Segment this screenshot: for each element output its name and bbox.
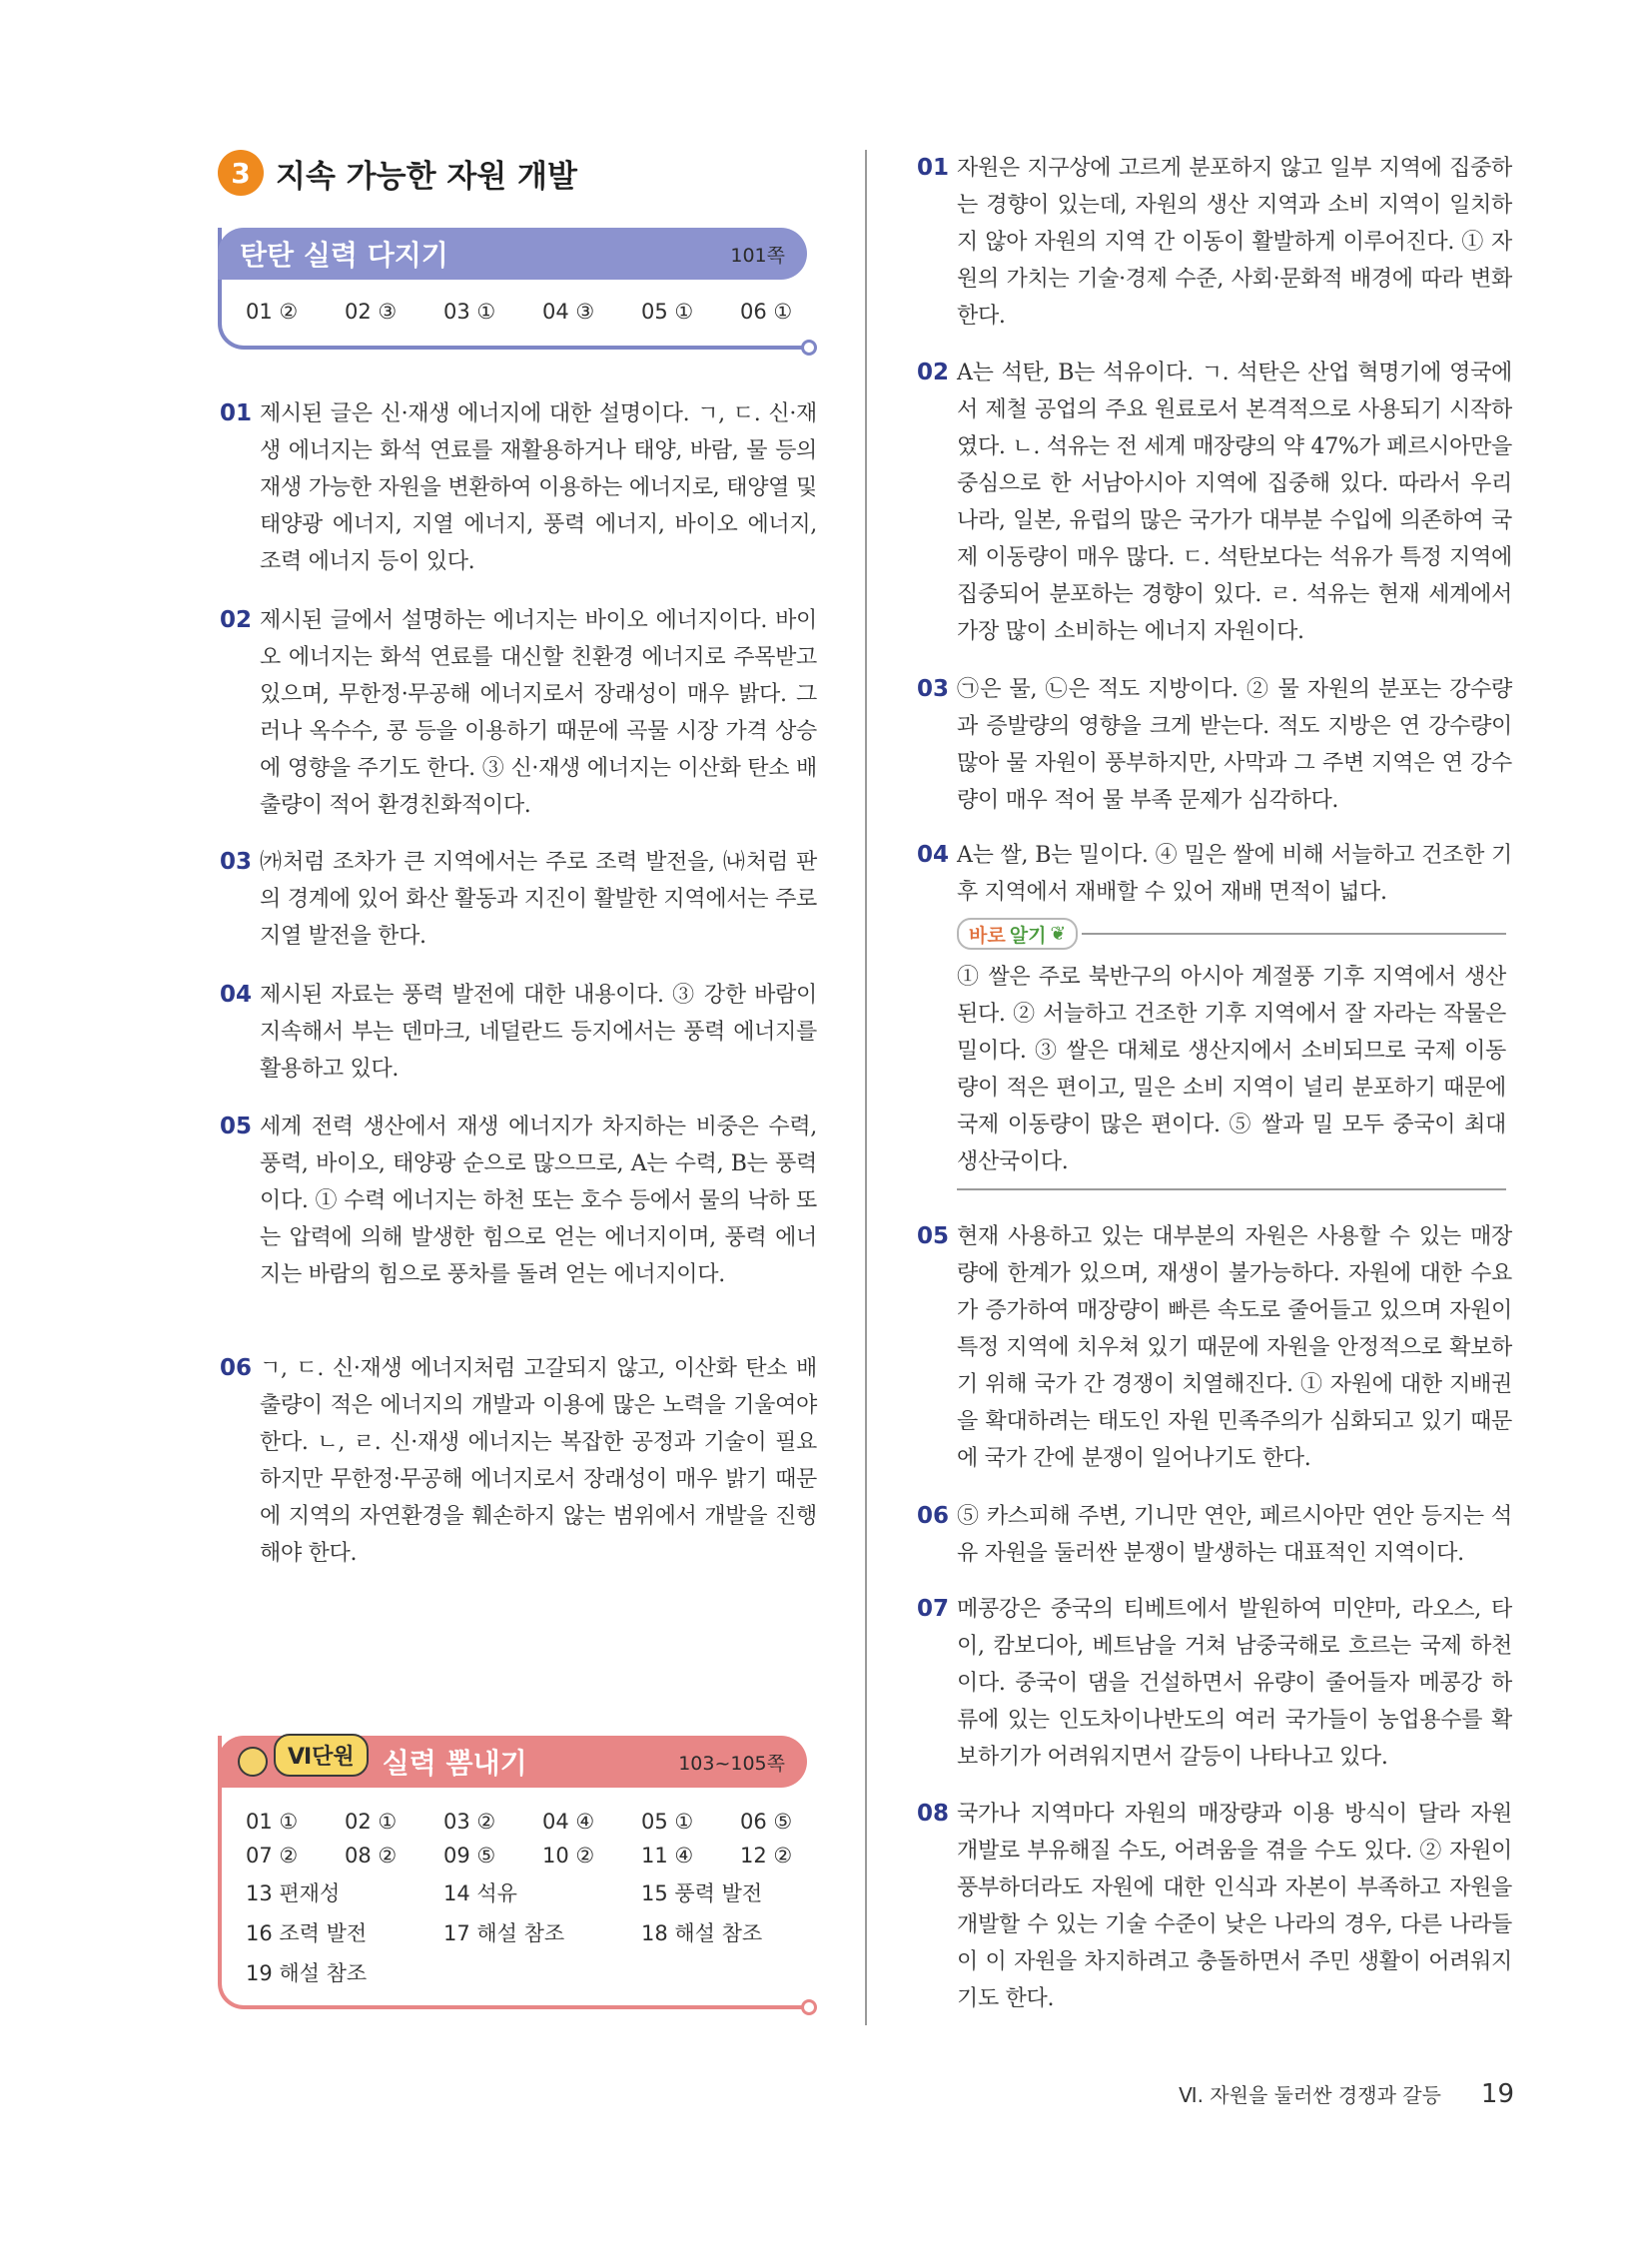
item-number: 04 xyxy=(917,842,950,868)
answer-box-basic-page: 101쪽 xyxy=(730,244,785,267)
right-explanation-03 xyxy=(917,671,1512,819)
answer-item: 04 ④ xyxy=(542,1810,595,1834)
right-explanation-04 xyxy=(917,837,1512,911)
answer-item: 02 ① xyxy=(345,1810,398,1834)
right-explanation-02 xyxy=(917,355,1512,650)
box-end-dot xyxy=(801,340,817,356)
item-text: ⑤ 카스피해 주변, 기니만 연안, 페르시아만 연안 등지는 석유 자원을 둘러싼 분쟁이 발생하는 대표적인 지역이다. xyxy=(957,1504,1512,1566)
answer-item: 02 ③ xyxy=(345,300,398,324)
item-number: 06 xyxy=(917,1503,950,1529)
answer-item: 07 ② xyxy=(246,1844,299,1868)
item-text: 세계 전력 생산에서 재생 에너지가 차지하는 비중은 수력, 풍력, 바이오, 태양광 순으로 많으므로, A는 수력, B는 풍력이다. ① 수력 에너지는 하천 또는 호수 등에서 물의 낙하 또는 압력에 의해 발생한 힘으로 얻는 에너지이며, 풍력 에너지는 바람의 힘으로 풍차를 돌려 얻는 에너지이다. xyxy=(260,1115,817,1287)
right-explanation-01 xyxy=(917,150,1512,335)
item-number: 01 xyxy=(220,400,253,426)
section-number: 3 xyxy=(218,150,264,196)
correction-note xyxy=(957,917,1506,1190)
answer-item: 17 해설 참조 xyxy=(443,1921,565,1945)
left-explanation-05 xyxy=(220,1109,817,1293)
answer-item: 01 ② xyxy=(246,300,299,324)
note-label-b: 알기 xyxy=(1009,924,1047,947)
item-text: 제시된 자료는 풍력 발전에 대한 내용이다. ③ 강한 바람이 지속해서 부는 덴마크, 네덜란드 등지에서는 풍력 에너지를 활용하고 있다. xyxy=(260,983,817,1082)
note-label-a: 바로 xyxy=(969,924,1006,947)
answer-item: 03 ① xyxy=(443,300,496,324)
page-footer xyxy=(1179,2079,1514,2109)
item-text: A는 석탄, B는 석유이다. ㄱ. 석탄은 산업 혁명기에 영국에서 제철 공업의 주요 원료로서 본격적으로 사용되기 시작하였다. ㄴ. 석유는 전 세계 매장량의 약 47%가 페르시아만을 중심으로 한 서남아시아 지역에 집중해 있다. 따라서 우리나라, 일본, 유럽의 많은 국가가 대부분 수입에 의존하여 국제 이동량이 매우 많다. ㄷ. 석탄보다는 석유가 특정 지역에 집중되어 분포하는 경향이 있다. ㄹ. 석유는 현재 세계에서 가장 많이 소비하는 에너지 자원이다. xyxy=(957,361,1512,644)
item-text: 현재 사용하고 있는 대부분의 자원은 사용할 수 있는 매장량에 한계가 있으며, 재생이 불가능하다. 자원에 대한 수요가 증가하여 매장량이 빠른 속도로 줄어들고 있으며 자원이 특정 지역에 치우쳐 있기 때문에 자원을 안정적으로 확보하기 위해 국가 간 경쟁이 치열해진다. ① 자원에 대한 지배권을 확대하려는 태도인 자원 민족주의가 심화되고 있기 때문에 국가 간에 분쟁이 일어나기도 한다. xyxy=(957,1224,1512,1471)
item-number: 03 xyxy=(917,676,950,702)
answer-item: 19 해설 참조 xyxy=(246,1961,368,1985)
answer-item: 10 ② xyxy=(542,1844,595,1868)
right-explanation-06 xyxy=(917,1498,1512,1572)
item-number: 05 xyxy=(220,1114,253,1139)
item-number: 07 xyxy=(917,1596,950,1622)
note-rule xyxy=(1082,933,1506,935)
page-number: 19 xyxy=(1480,2079,1514,2109)
section-title: 지속 가능한 자원 개발 xyxy=(276,158,577,195)
column-divider xyxy=(865,150,867,2025)
answer-grid-basic xyxy=(246,300,839,324)
item-number: 02 xyxy=(917,360,950,385)
answer-item: 01 ① xyxy=(246,1810,299,1834)
answer-item: 12 ② xyxy=(740,1844,793,1868)
item-text: 메콩강은 중국의 티베트에서 발원하여 미얀마, 라오스, 타이, 캄보디아, 베트남을 거쳐 남중국해로 흐르는 국제 하천이다. 중국이 댐을 건설하면서 유량이 줄어들자 메콩강 하류에 있는 인도차이나반도의 여러 국가들이 농업용수를 확보하기가 어려워지면서 갈등이 나타나고 있다. xyxy=(957,1597,1512,1770)
answer-item: 18 해설 참조 xyxy=(641,1921,763,1945)
answer-item: 11 ④ xyxy=(641,1844,694,1868)
answer-item: 15 풍력 발전 xyxy=(641,1881,763,1905)
item-text: 제시된 글에서 설명하는 에너지는 바이오 에너지이다. 바이오 에너지는 화석 연료를 대신할 친환경 에너지로 주목받고 있으며, 무한정·무공해 에너지로서 장래성이 매우 밝다. 그러나 옥수수, 콩 등을 이용하기 때문에 곡물 시장 가격 상승에 영향을 주기도 한다. ③ 신·재생 에너지는 이산화 탄소 배출량이 적어 환경친화적이다. xyxy=(260,608,817,818)
left-explanation-06 xyxy=(220,1350,817,1572)
item-text: 자원은 지구상에 고르게 분포하지 않고 일부 지역에 집중하는 경향이 있는데, 자원의 생산 지역과 소비 지역이 일치하지 않아 자원의 지역 간 이동이 활발하게 이루어진다. ① 자원의 가치는 기술·경제 수준, 사회·문화적 배경에 따라 변화한다. xyxy=(957,156,1512,329)
note-label xyxy=(957,918,1078,950)
note-text: ① 쌀은 주로 북반구의 아시아 계절풍 기후 지역에서 생산된다. ② 서늘하고 건조한 기후 지역에서 잘 자라는 작물은 밀이다. ③ 쌀은 대체로 생산지에서 소비되므로 국제 이동량이 적은 편이고, 밀은 소비 지역이 널리 분포하기 때문에 국제 이동량이 많은 편이다. ⑤ 쌀과 밀 모두 중국이 최대 생산국이다. xyxy=(957,959,1506,1190)
item-text: ㈎처럼 조차가 큰 지역에서는 주로 조력 발전을, ㈏처럼 판의 경계에 있어 화산 활동과 지진이 활발한 지역에서는 주로 지열 발전을 한다. xyxy=(260,850,817,949)
answer-box-basic-title: 탄탄 실력 다지기 xyxy=(240,239,448,272)
answer-item: 14 석유 xyxy=(443,1881,517,1905)
item-number: 04 xyxy=(220,982,253,1008)
item-text: ㉠은 물, ㉡은 적도 지방이다. ② 물 자원의 분포는 강수량과 증발량의 영향을 크게 받는다. 적도 지방은 연 강수량이 많아 물 자원이 풍부하지만, 사막과 그 주변 지역은 연 강수량이 매우 적어 물 부족 문제가 심각하다. xyxy=(957,677,1512,813)
item-text: 제시된 글은 신·재생 에너지에 대한 설명이다. ㄱ, ㄷ. 신·재생 에너지는 화석 연료를 재활용하거나 태양, 바람, 물 등의 재생 가능한 자원을 변환하여 이용하는 에너지로, 태양열 및 태양광 에너지, 지열 에너지, 풍력 에너지, 바이오 에너지, 조력 에너지 등이 있다. xyxy=(260,401,817,574)
answer-grid-unit xyxy=(246,1810,839,1987)
answer-item: 04 ③ xyxy=(542,300,595,324)
answer-item: 08 ② xyxy=(345,1844,398,1868)
box-end-dot xyxy=(801,1999,817,2015)
item-text: ㄱ, ㄷ. 신·재생 에너지처럼 고갈되지 않고, 이산화 탄소 배출량이 적은 에너지의 개발과 이용에 많은 노력을 기울여야 한다. ㄴ, ㄹ. 신·재생 에너지는 복잡한 공정과 기술이 필요하지만 무한정·무공해 에너지로서 장래성이 매우 밝기 때문에 지역의 자연환경을 훼손하지 않는 범위에서 개발을 진행해야 한다. xyxy=(260,1356,817,1566)
item-number: 06 xyxy=(220,1355,253,1381)
item-number: 05 xyxy=(917,1223,950,1249)
answer-item: 03 ② xyxy=(443,1810,496,1834)
left-explanation-04 xyxy=(220,977,817,1088)
sprout-icon: ❦ xyxy=(1050,923,1067,945)
item-text: A는 쌀, B는 밀이다. ④ 밀은 쌀에 비해 서늘하고 건조한 기후 지역에서 재배할 수 있어 재배 면적이 넓다. xyxy=(957,843,1512,905)
item-number: 02 xyxy=(220,607,253,633)
item-number: 01 xyxy=(917,155,950,181)
answer-box-basic-header xyxy=(218,228,807,280)
right-explanation-08 xyxy=(917,1796,1512,2017)
item-number: 08 xyxy=(917,1801,950,1827)
left-explanation-01 xyxy=(220,395,817,580)
answer-box-basic xyxy=(218,228,807,350)
unit-badge: Ⅵ단원 xyxy=(274,1734,369,1777)
item-number: 03 xyxy=(220,849,253,875)
mascot-icon xyxy=(238,1747,268,1777)
section-heading xyxy=(218,150,577,196)
answer-item: 06 ① xyxy=(740,300,793,324)
footer-chapter-title: Ⅵ. 자원을 둘러싼 경쟁과 갈등 xyxy=(1179,2083,1441,2107)
answer-item: 05 ① xyxy=(641,1810,694,1834)
answer-item: 13 편재성 xyxy=(246,1881,341,1905)
left-explanation-02 xyxy=(220,602,817,824)
item-text: 국가나 지역마다 자원의 매장량과 이용 방식이 달라 자원 개발로 부유해질 수도, 어려움을 겪을 수도 있다. ② 자원이 풍부하더라도 자원에 대한 인식과 자본이 부족하고 자원을 개발할 수 있는 기술 수준이 낮은 나라의 경우, 다른 나라들이 이 자원을 차지하려고 충돌하면서 주민 생활이 어려워지기도 한다. xyxy=(957,1802,1512,2011)
answer-item: 16 조력 발전 xyxy=(246,1921,368,1945)
left-explanation-03 xyxy=(220,844,817,955)
answer-item: 09 ⑤ xyxy=(443,1844,496,1868)
answer-box-unit-header xyxy=(218,1736,807,1788)
note-header xyxy=(957,917,1506,951)
answer-box-unit-page: 103~105쪽 xyxy=(678,1752,785,1775)
answer-item: 05 ① xyxy=(641,300,694,324)
answer-box-unit-title: 실력 뽐내기 xyxy=(382,1747,527,1780)
answer-box-unit xyxy=(218,1736,807,2009)
right-explanation-07 xyxy=(917,1591,1512,1776)
right-explanation-05 xyxy=(917,1218,1512,1477)
answer-item: 06 ⑤ xyxy=(740,1810,793,1834)
